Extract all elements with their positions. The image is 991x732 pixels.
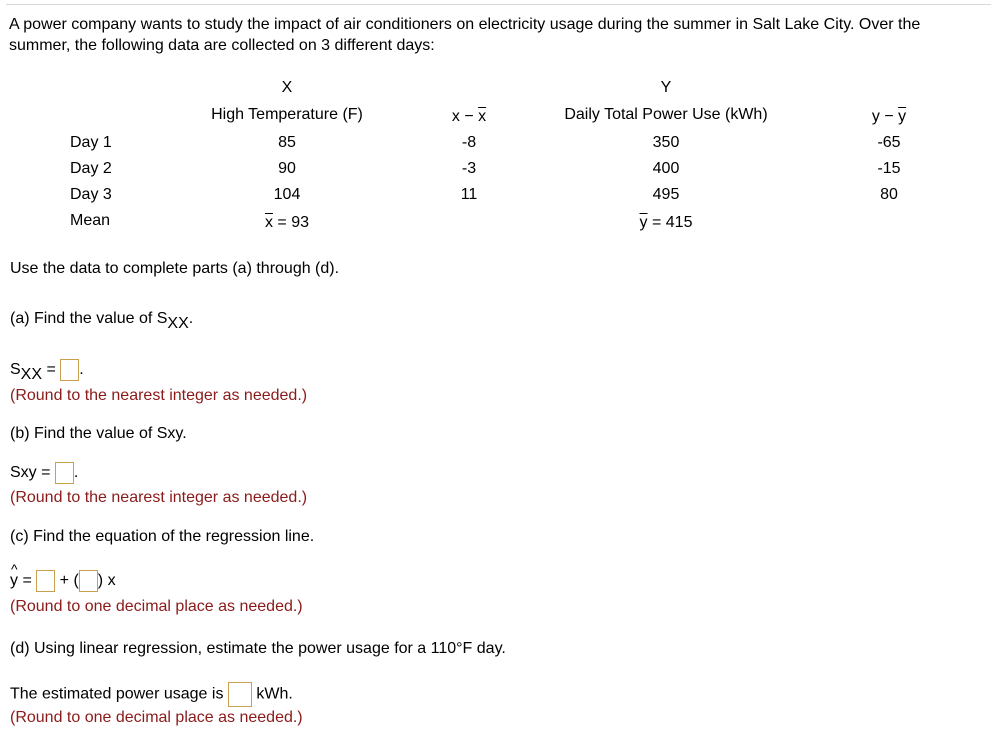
part-b-question: (b) Find the value of Sxy. <box>10 425 187 442</box>
part-c-question: (c) Find the equation of the regression line. <box>10 528 315 545</box>
part-c-note: (Round to one decimal place as needed.) <box>10 598 303 615</box>
part-b-note: (Round to the nearest integer as needed.) <box>10 489 308 506</box>
header-temp: High Temperature (F) <box>211 106 363 123</box>
header-power: Daily Total Power Use (kWh) <box>564 106 768 123</box>
header-y-deviation: $y - \overline{y}$ <box>871 108 907 125</box>
problem-intro: A power company wants to study the impact of air conditioners on electricity usage during the summer in Salt Lake City. Over the summer, the following data are collected on 3 different days: <box>9 16 921 54</box>
cell-temp: 85 <box>278 134 296 151</box>
power-usage-answer-input[interactable] <box>228 682 252 707</box>
cell-temp: 104 <box>273 186 301 203</box>
part-a-answer-row: SXX = . <box>10 359 84 381</box>
cell-ydev: 80 <box>880 186 898 203</box>
data-table <box>0 78 991 248</box>
cell-xdev: -3 <box>461 160 477 177</box>
row-label: Day 3 <box>70 186 112 203</box>
part-d-answer-row: The estimated power usage is kWh. <box>10 682 293 707</box>
cell-power: 350 <box>652 134 680 151</box>
cell-xdev: -8 <box>461 134 477 151</box>
part-d-note: (Round to one decimal place as needed.) <box>10 709 303 726</box>
y-hat: ^ y <box>10 571 18 591</box>
cell-temp: 90 <box>278 160 296 177</box>
part-a-question: (a) Find the value of SXX. <box>10 310 194 332</box>
top-divider <box>6 4 991 5</box>
cell-y-mean: $\overline{y} = 415$ <box>639 214 693 231</box>
sxx-answer-input[interactable] <box>60 359 79 381</box>
header-y: Y <box>660 79 672 96</box>
cell-x-mean: $\overline{x} = 93$ <box>264 214 310 231</box>
sxy-answer-input[interactable] <box>55 462 74 484</box>
part-a-note: (Round to the nearest integer as needed.) <box>10 387 308 404</box>
cell-power: 400 <box>652 160 680 177</box>
intercept-answer-input[interactable] <box>36 570 55 592</box>
cell-xdev: 11 <box>460 186 478 203</box>
header-x: X <box>281 79 293 96</box>
instructions: Use the data to complete parts (a) through (d). <box>10 260 340 277</box>
cell-ydev: -15 <box>877 160 901 177</box>
row-label: Day 2 <box>70 160 112 177</box>
part-d-question: (d) Using linear regression, estimate the power usage for a 110°F day. <box>10 640 506 657</box>
slope-answer-input[interactable] <box>79 570 98 592</box>
row-label-mean: Mean <box>70 212 111 229</box>
part-b-answer-row: Sxy = . <box>10 462 78 484</box>
header-x-deviation: $x - \overline{x}$ <box>451 108 487 125</box>
cell-power: 495 <box>652 186 680 203</box>
row-label: Day 1 <box>70 134 112 151</box>
part-c-equation: ^ y = + ( ) x <box>10 570 116 592</box>
cell-ydev: -65 <box>877 134 901 151</box>
